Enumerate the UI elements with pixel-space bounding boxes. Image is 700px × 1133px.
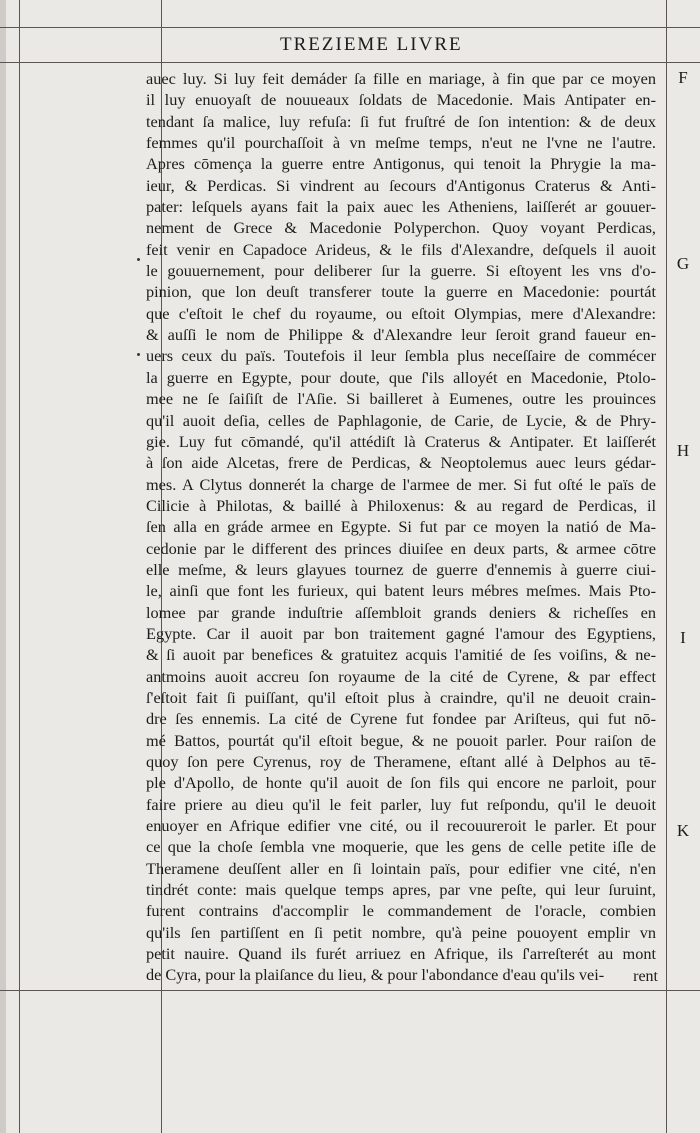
text-line: antmoins auoit accreu ſon royaume de la cité de Cyrene, & par effect xyxy=(146,666,656,686)
catchword: rent xyxy=(633,968,658,985)
text-line: gie. Luy fut cōmandé, qu'il attédiſt là Craterus & Antipater. Et laiſſerét xyxy=(146,431,656,451)
text-line: mee ne ſe ſaiſiſt de l'Aſie. Si bailleret à Eumenes, outre les prouinces xyxy=(146,389,656,409)
text-line: il luy enuoyaſt de nouueaux ſoldats de Macedonie. Mais Antipater en- xyxy=(146,90,656,110)
text-line: qu'il auoit deſia, celles de Paphlagonie, de Carie, de Lycie, & de Phry- xyxy=(146,410,656,430)
text-line: nement de Grece & Macedonie Polyperchon. Quoy voyant Perdicas, xyxy=(146,218,656,238)
text-line: pinion, que lon deuſt transferer toute la guerre en Macedonie: pourtát xyxy=(146,282,656,302)
text-line: faire priere au dieu qu'il le feit parler, luy fut reſpondu, qu'il le deuoit xyxy=(146,794,656,814)
text-line: le, ainſi que font les furieux, qui batent leurs mébres meſmes. Mais Pto- xyxy=(146,581,656,601)
head-top-rule xyxy=(0,27,700,28)
text-block xyxy=(146,68,656,986)
foot-rule xyxy=(0,990,700,991)
text-line: enuoyer en Afrique edifier vne cité, ou il recouureroit le parler. Et pour xyxy=(146,816,656,836)
text-line: & auſſi le nom de Philippe & d'Alexandre leur ſeroit grand faueur en- xyxy=(146,325,656,345)
text-line: mes. A Clytus donnerét la charge de l'armee de mer. Si fut oſté le païs de xyxy=(146,474,656,494)
text-line: & ſi auoit par benefices & gratuitez acquis l'amitié de ſes voiſins, & ne- xyxy=(146,645,656,665)
text-line: dre ſes ennemis. La cité de Cyrene fut fondee par Ariſteus, qui fut nō- xyxy=(146,709,656,729)
head-bottom-rule xyxy=(0,62,700,63)
text-line: ſen alla en gráde armee en Egypte. Si fut par ce moyen la natió de Ma- xyxy=(146,517,656,537)
text-line: tendant ſa malice, luy refuſa: ſi fut fruſtré de ſon intention: & de deux xyxy=(146,111,656,131)
margin-dot-mark xyxy=(137,353,140,356)
left-margin-rule xyxy=(19,0,20,1133)
text-line: elle meſme, & leurs glayues tournez de guerre d'ennemis à guerre ciui- xyxy=(146,559,656,579)
text-line: ſ'eſtoit fait ſi puiſſant, qu'il eſtoit plus à craindre, qu'il ne deuoit crain- xyxy=(146,687,656,707)
margin-letter-f: F xyxy=(678,68,688,87)
text-line: ce que la choſe ſembla vne moquerie, que les gens de celle petite iſle de xyxy=(146,837,656,857)
text-line: auec luy. Si luy feit demáder ſa fille en mariage, à fin que par ce moyen xyxy=(146,69,656,88)
page-edge-shadow xyxy=(0,0,6,1133)
text-line: qu'ils ſen partiſſent en ſi petit nombre, qu'à peine pouoyent emplir vn xyxy=(146,922,656,942)
margin-letter-g: G xyxy=(676,254,690,273)
text-line: cedonie par le different des princes diuiſee en deux parts, & armee cōtre xyxy=(146,538,656,558)
text-line: petit nauire. Quand ils furét arriuez en Afrique, ils ſ'arreſterét au mont xyxy=(146,944,656,964)
text-line: Apres cōmença la guerre entre Antigonus, qui tenoit la Phrygie la ma- xyxy=(146,154,656,174)
text-line: femmes qu'il pourchaſſoit à vn meſme temps, n'eut ne l'vne ne l'autre. xyxy=(146,133,656,153)
text-line: Cilicie à Philotas, & baillé à Philoxenus: & au regard de Perdicas, il xyxy=(146,495,656,515)
text-line: furent contrains d'accomplir le commandement de l'oracle, combien xyxy=(146,901,656,921)
text-line: tindrét conte: mais quelque temps apres, par vne peſte, qui leur ſuruint, xyxy=(146,880,656,900)
text-line: lomee par grande induſtrie aſſembloit grands deniers & richeſſes en xyxy=(146,602,656,622)
running-head: TREZIEME LIVRE xyxy=(280,34,463,55)
text-line: uers ceux du païs. Toutefois il leur ſembla plus neceſſaire de commécer xyxy=(146,346,656,366)
text-line: ple d'Apollo, de honte qu'il auoit de ſon fils qui encore ne parloit, pour xyxy=(146,773,656,793)
margin-dot-mark xyxy=(137,258,140,261)
text-line: mé Battos, pourtát qu'il eſtoit begue, & ne pouoit parler. Pour raiſon de xyxy=(146,730,656,750)
text-right-rule xyxy=(666,0,667,1133)
text-line: de Cyra, pour la plaiſance du lieu, & pour l'abondance d'eau qu'ils vei- xyxy=(146,965,605,985)
text-line: Egypte. Car il auoit par bon traitement gagné l'amour des Egyptiens, xyxy=(146,623,656,643)
text-line: ieur, & Perdicas. Si vindrent au ſecours d'Antigonus Craterus & Anti- xyxy=(146,175,656,195)
text-line: la guerre en Egypte, pour doute, que ſ'ils alloyét en Macedonie, Ptolo- xyxy=(146,367,656,387)
text-line: feit venir en Capadoce Arideus, & le fils d'Alexandre, deſquels il auoit xyxy=(146,239,656,259)
margin-letter-h: H xyxy=(676,441,690,460)
text-line: à ſon aide Alcetas, frere de Perdicas, & Neoptolemus auec leurs gédar- xyxy=(146,453,656,473)
text-line: quoy ſon pere Cyrenus, roy de Theramene, eſtant allé à Delphos au tē- xyxy=(146,752,656,771)
margin-letter-i: I xyxy=(680,628,686,647)
text-line: pater: leſquels ayans fait la paix auec les Atheniens, laiſſerét ar gouuer- xyxy=(146,197,656,217)
text-line: que c'eſtoit le chef du royaume, ou eſtoit Olympias, mere d'Alexandre: xyxy=(146,303,656,323)
text-line: le gouuernement, pour deliberer ſur la guerre. Si eſtoyent les vns d'o- xyxy=(146,261,656,281)
margin-letter-k: K xyxy=(676,821,690,840)
text-line: Theramene deuſſent aller en ſi lointain païs, pour edifier vne cité, n'en xyxy=(146,858,656,878)
